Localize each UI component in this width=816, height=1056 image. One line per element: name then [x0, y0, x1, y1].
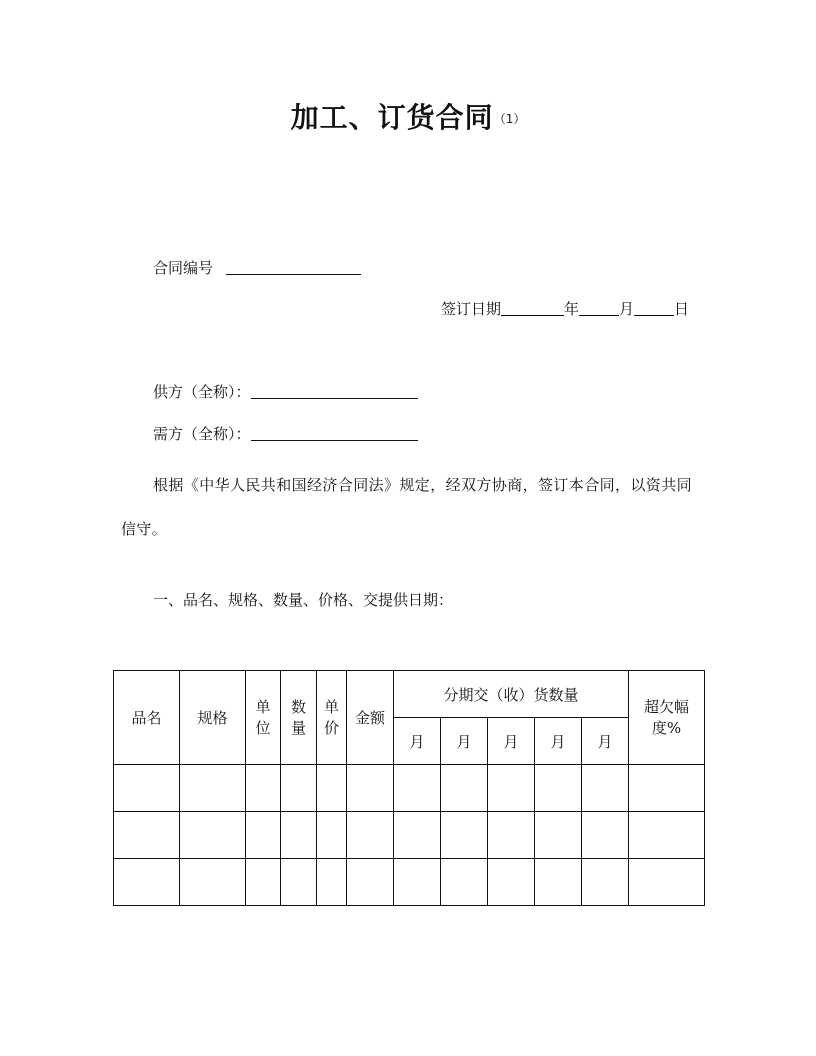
table-row: [114, 812, 705, 859]
header-tolerance-text: 超欠幅度%: [643, 697, 689, 737]
table-cell[interactable]: [180, 812, 246, 859]
header-unit-text: 单位: [255, 697, 271, 737]
sign-month-field[interactable]: [579, 300, 619, 316]
table-cell[interactable]: [281, 765, 317, 812]
table-cell[interactable]: [394, 859, 441, 906]
table-cell[interactable]: [246, 765, 281, 812]
header-name: 品名: [114, 671, 180, 765]
document-title: [0, 96, 816, 136]
header-installments: 分期交（收）货数量: [394, 671, 629, 718]
table-cell[interactable]: [317, 765, 347, 812]
sign-year-label: 年: [564, 300, 580, 318]
table-cell[interactable]: [246, 812, 281, 859]
sign-year-field[interactable]: [501, 300, 564, 316]
table-cell[interactable]: [394, 765, 441, 812]
sign-month-label: 月: [619, 300, 635, 318]
supplier-label: 供方（全称）：: [153, 383, 251, 401]
header-spec: 规格: [180, 671, 246, 765]
header-unit: [246, 671, 281, 765]
table-cell[interactable]: [582, 812, 629, 859]
supplier-field[interactable]: [251, 383, 418, 399]
header-month-3: 月: [488, 718, 535, 765]
title-sub: （1）: [493, 112, 526, 126]
table-cell[interactable]: [114, 859, 180, 906]
goods-table: [113, 670, 705, 906]
table-cell[interactable]: [180, 765, 246, 812]
sign-day-field[interactable]: [634, 300, 674, 316]
table-cell[interactable]: [180, 859, 246, 906]
table-cell[interactable]: [347, 859, 394, 906]
preamble-paragraph: 根据《中华人民共和国经济合同法》规定，经双方协商，签订本合同，以资共同信守。: [121, 476, 693, 538]
table-header-row: [114, 671, 705, 718]
table-cell[interactable]: [114, 812, 180, 859]
sign-day-label: 日: [674, 300, 690, 318]
table-cell[interactable]: [281, 859, 317, 906]
header-qty-text: 数量: [291, 697, 307, 737]
buyer-row: [153, 423, 418, 444]
table-row: [114, 765, 705, 812]
contract-no-label: 合同编号: [153, 259, 214, 277]
sign-date-row: [441, 298, 689, 319]
table-cell[interactable]: [488, 859, 535, 906]
table-cell[interactable]: [394, 812, 441, 859]
table-cell[interactable]: [441, 765, 488, 812]
table-cell[interactable]: [317, 859, 347, 906]
table-cell[interactable]: [582, 765, 629, 812]
supplier-row: [153, 381, 418, 402]
table-cell[interactable]: [281, 812, 317, 859]
table-cell[interactable]: [488, 765, 535, 812]
table-cell[interactable]: [347, 765, 394, 812]
contract-no-field[interactable]: [226, 259, 361, 275]
header-month-2: 月: [441, 718, 488, 765]
header-tolerance: [629, 671, 705, 765]
table-cell[interactable]: [629, 765, 705, 812]
header-price: [317, 671, 347, 765]
contract-no-row: [153, 257, 361, 278]
table-cell[interactable]: [582, 859, 629, 906]
title-main: 加工、订货合同: [290, 101, 494, 134]
table-cell[interactable]: [317, 812, 347, 859]
header-month-1: 月: [394, 718, 441, 765]
table-cell[interactable]: [535, 812, 582, 859]
table-row: [114, 859, 705, 906]
sign-date-label: 签订日期: [441, 300, 502, 318]
buyer-label: 需方（全称）：: [153, 425, 251, 443]
table-cell[interactable]: [441, 859, 488, 906]
table-cell[interactable]: [535, 859, 582, 906]
header-month-5: 月: [582, 718, 629, 765]
header-price-text: 单价: [324, 697, 340, 737]
table-cell[interactable]: [535, 765, 582, 812]
table-cell[interactable]: [629, 812, 705, 859]
table-cell[interactable]: [629, 859, 705, 906]
header-month-4: 月: [535, 718, 582, 765]
table-cell[interactable]: [441, 812, 488, 859]
table-cell[interactable]: [488, 812, 535, 859]
table-cell[interactable]: [347, 812, 394, 859]
table-cell[interactable]: [246, 859, 281, 906]
buyer-field[interactable]: [251, 425, 418, 441]
section-1-heading: 一、品名、规格、数量、价格、交提供日期：: [153, 591, 454, 609]
header-amount: 金额: [347, 671, 394, 765]
header-qty: [281, 671, 317, 765]
table-cell[interactable]: [114, 765, 180, 812]
